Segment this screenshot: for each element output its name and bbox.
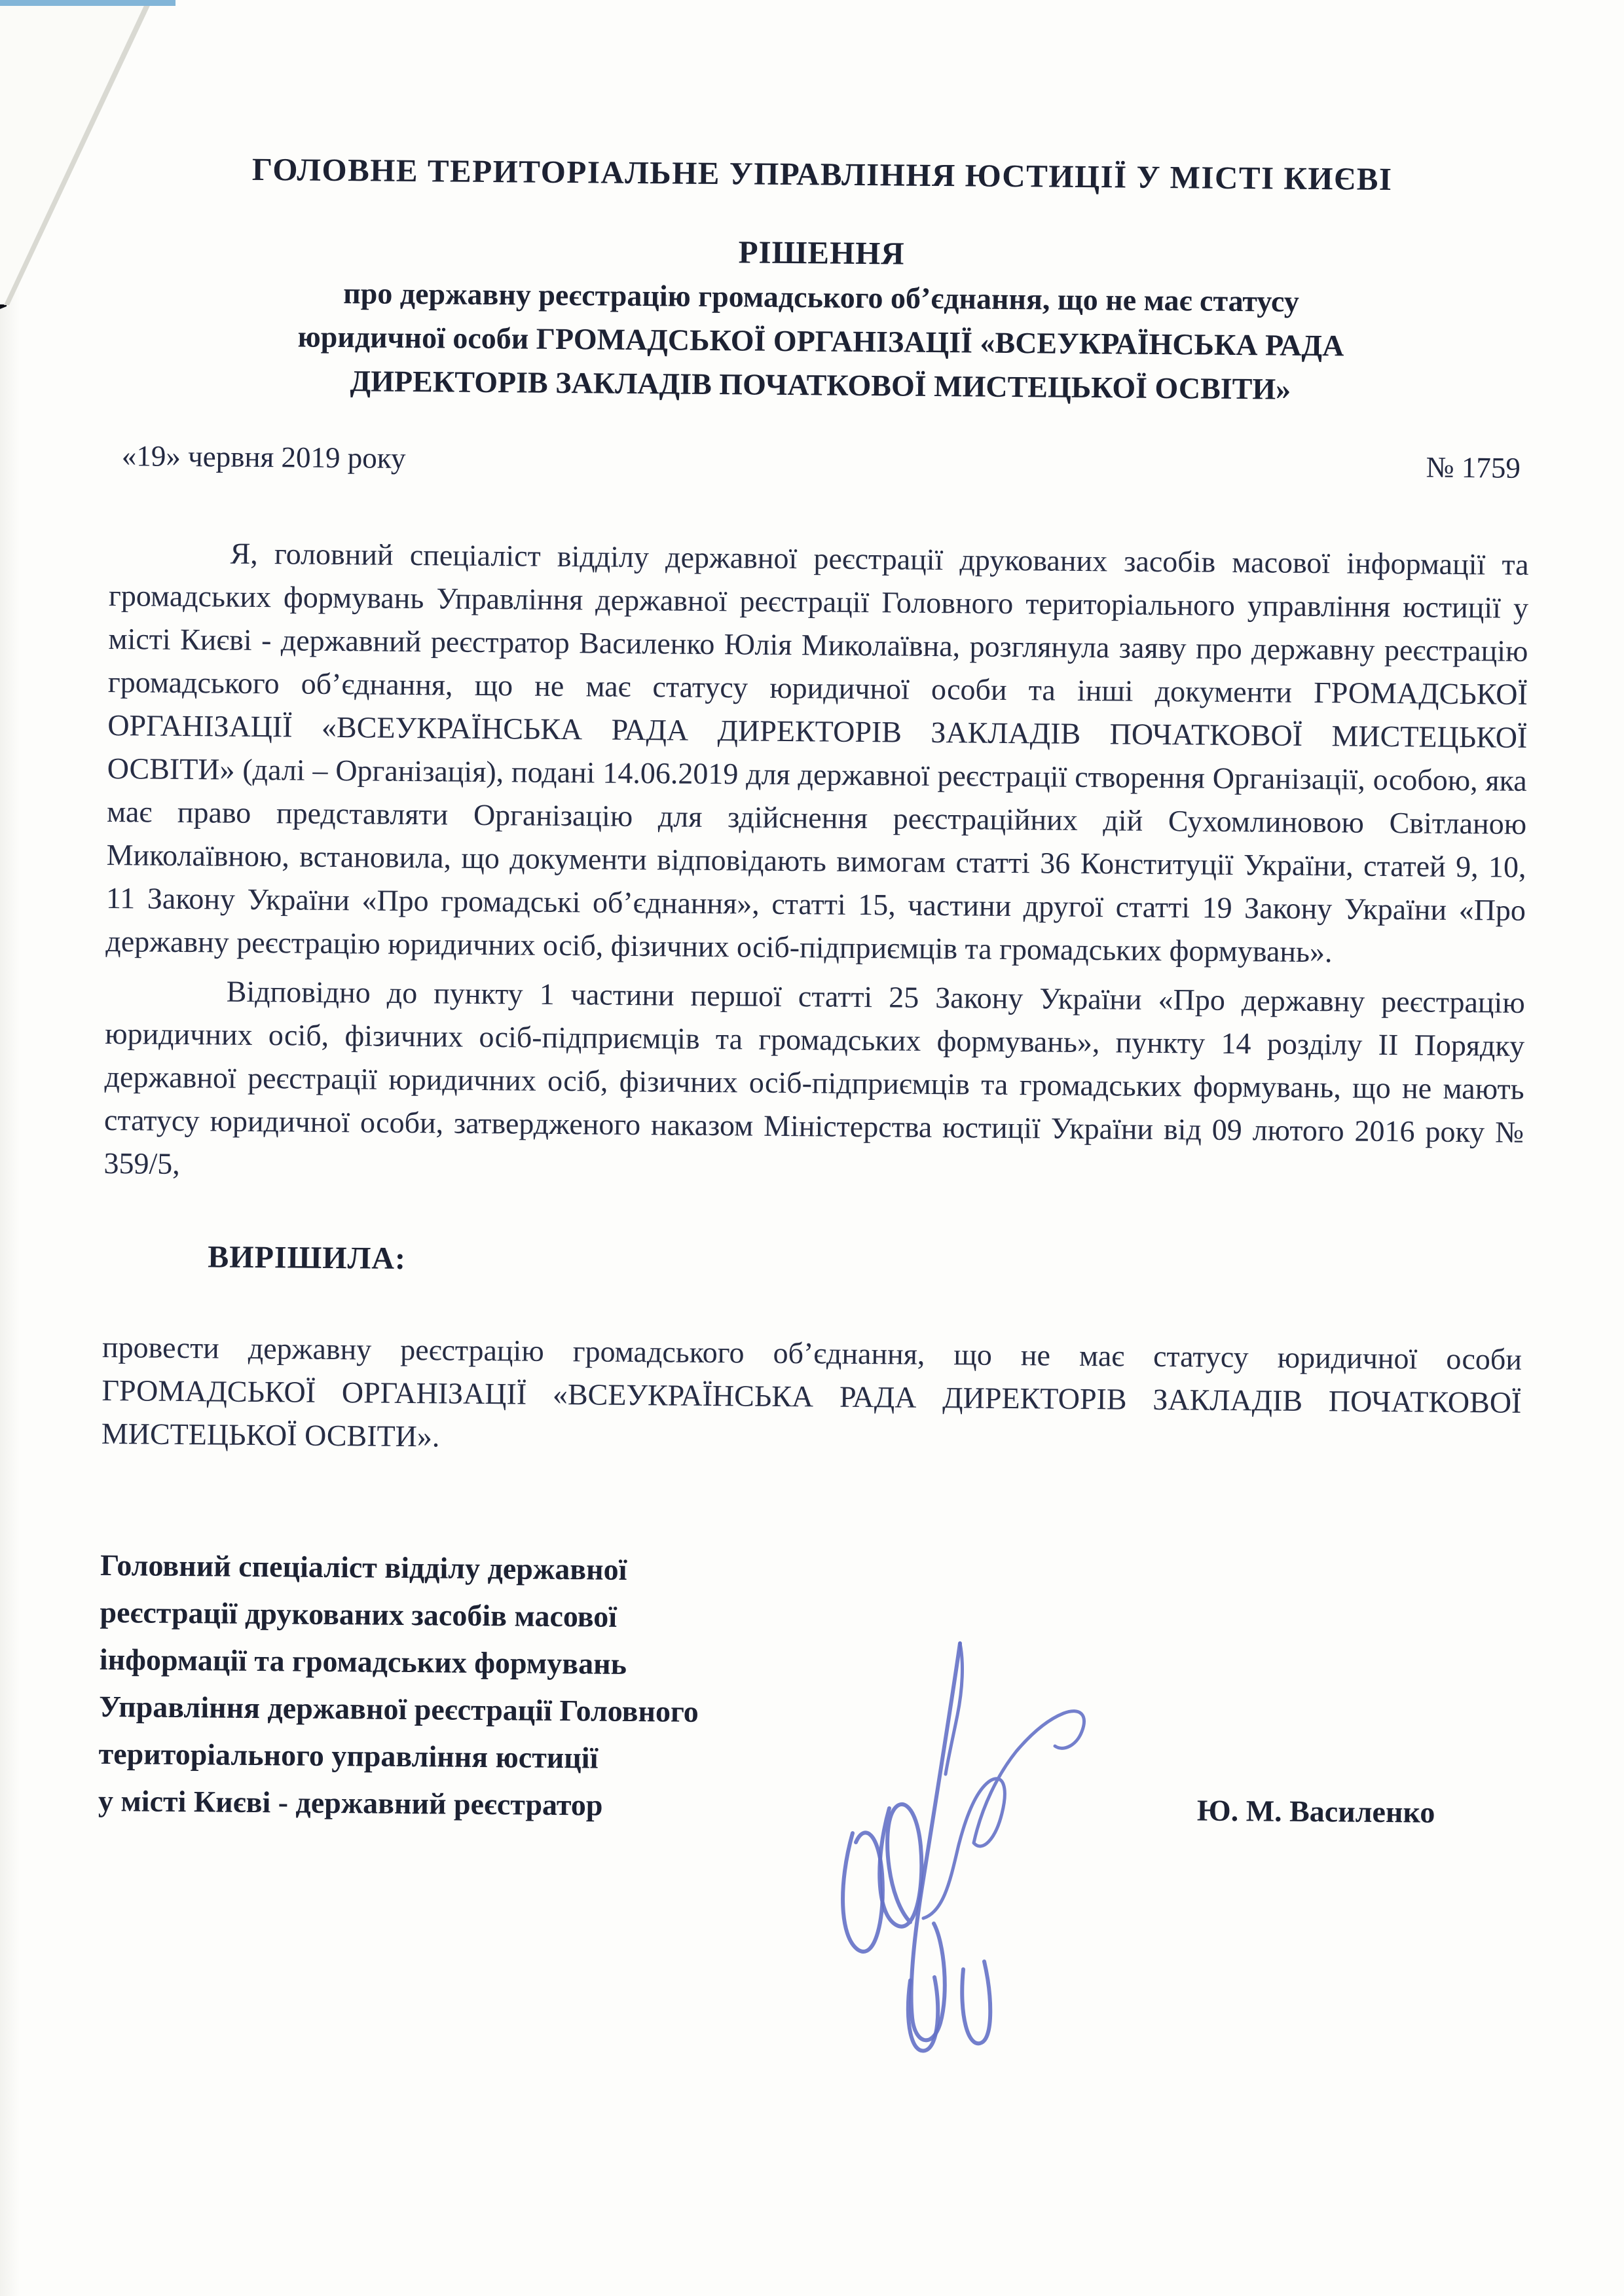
signer-position-line: інформації та громадських формувань: [99, 1642, 627, 1681]
resolution-paragraph: провести державну реєстрацію громадського об’єднання, що не має статусу юридичної особи ГРОМАДСЬКОЇ ОРГАНІЗАЦІЇ «ВСЕУКРАЇНСЬКА РАДА ДИРЕКТОРІВ ЗАКЛАДІВ ПОЧАТКОВОЇ МИСТЕЦЬКОЇ ОСВІТИ».: [101, 1330, 1522, 1453]
signature-block: [98, 1542, 1520, 1862]
subject-line: про державну реєстрацію громадського об’єднання, що не має статусу: [343, 276, 1300, 318]
signer-name: Ю. М. Василенко: [1196, 1793, 1435, 1829]
document-date: «19» червня 2019 року: [121, 439, 406, 475]
handwritten-signature: [812, 1617, 1179, 2075]
signer-position-line: Управління державної реєстрації Головного: [99, 1689, 699, 1728]
subject-line: ДИРЕКТОРІВ ЗАКЛАДІВ ПОЧАТКОВОЇ МИСТЕЦЬКОЇ ОСВІТИ»: [350, 364, 1291, 406]
issuing-authority-title: ГОЛОВНЕ ТЕРИТОРІАЛЬНЕ УПРАВЛІННЯ ЮСТИЦІЇ У МІСТІ КИЄВІ: [251, 151, 1393, 198]
preamble-paragraph: Я, головний спеціаліст відділу державної реєстрації друкованих засобів масової інформації та громадських формувань Управління державної реєстрації Головного територіального управління юстиції у місті Києві - державний реєстратор Василенко Юлія Миколаївна, розглянула заяву про державну реєстрацію громадського об’єднання, що не має статусу юридичної особи та інші документи ГРОМАДСЬКОЇ ОРГАНІЗАЦІЇ «ВСЕУКРАЇНСЬКА РАДА ДИРЕКТОРІВ ЗАКЛАДІВ ПОЧАТКОВОЇ МИСТЕЦЬКОЇ ОСВІТИ» (далі – Організація), подані 14.06.2019 для державної реєстрації створення Організації, особою, яка має право представляти Організацію для здійснення реєстраційних дій Сухомлиновою Світланою Миколаївною, встановила, що документи відповідають вимогам статті 36 Конституції України, статей 9, 10, 11 Закону України «Про громадські об’єднання», статті 15, частини другої статті 19 Закону України «Про державну реєстрацію юридичних осіб, фізичних осіб-підприємців та громадських формувань».: [105, 536, 1529, 969]
signer-position-line: у місті Києві - державний реєстратор: [98, 1783, 603, 1822]
document-body: [98, 149, 1532, 1862]
legal-basis-paragraph: Відповідно до пункту 1 частини першої статті 25 Закону України «Про державну реєстрацію юридичних осіб, фізичних осіб-підприємців та громадських формувань», пункту 14 розділу II Порядку державної реєстрації юридичних осіб, фізичних осіб-підприємців та громадських формувань, що не мають статусу юридичної особи, затвердженого наказом Міністерства юстиції України від 09 лютого 2016 року № 359/5,: [103, 974, 1525, 1180]
resolution-heading: ВИРІШИЛА:: [208, 1239, 407, 1276]
signer-position-line: реєстрації друкованих засобів масової: [100, 1595, 618, 1633]
scan-top-strip-artifact: [0, 0, 175, 6]
date-and-number-row: [110, 437, 1530, 486]
document-number: № 1759: [1426, 450, 1521, 484]
signer-position: [98, 1542, 900, 1832]
signer-position-line: Головний спеціаліст відділу державної: [100, 1548, 627, 1586]
signer-position-line: територіального управління юстиції: [98, 1736, 599, 1775]
document-type-title: РІШЕННЯ: [738, 234, 905, 272]
subject-line: юридичної особи ГРОМАДСЬКОЇ ОРГАНІЗАЦІЇ «ВСЕУКРАЇНСЬКА РАДА: [297, 319, 1344, 363]
document-subject: [111, 269, 1532, 413]
